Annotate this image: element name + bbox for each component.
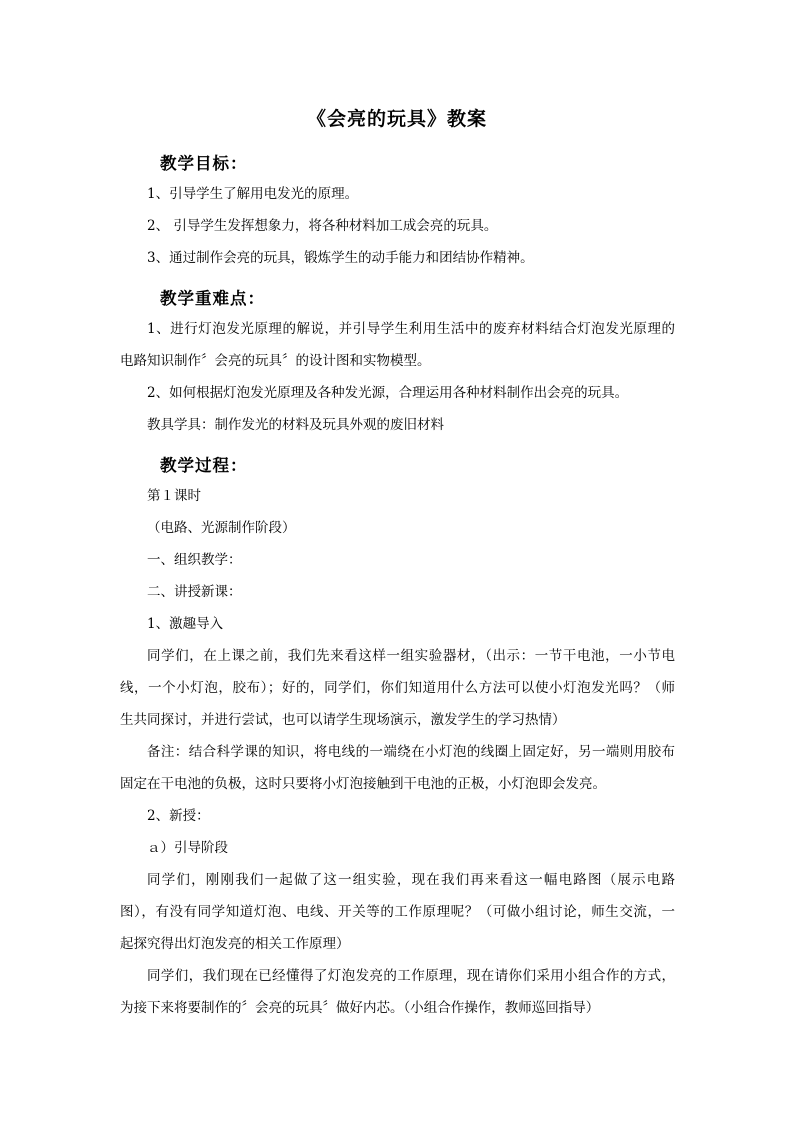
sub-step-guide: ａ）引导阶段 (147, 840, 228, 856)
paragraph-1-line-2: 线，一个小灯泡，胶布）；好的，同学们，你们知道用什么方法可以使小灯泡发光吗？（师 (120, 680, 675, 696)
sub-step-intro: 1、激趣导入 (147, 616, 224, 632)
objective-item-1: 1、引导学生了解用电发光的原理。 (147, 186, 359, 202)
paragraph-1-line-3: 生共同探讨，并进行尝试，也可以请学生现场演示，激发学生的学习热情） (120, 712, 566, 728)
objective-item-2: 2、 引导学生发挥想象力，将各种材料加工成会亮的玩具。 (147, 218, 498, 234)
step-organize: 一、组织教学： (147, 552, 242, 568)
paragraph-1-line-1: 同学们，在上课之前，我们先来看这样一组实验器材，（出示：一节干电池，一小节电 (147, 648, 675, 664)
key-point-1-line-2: 电路知识制作〞会亮的玩具〞的设计图和实物模型。 (120, 353, 431, 369)
key-points-heading: 教学重难点： (160, 289, 265, 308)
key-point-2: 2、如何根据灯泡发光原理及各种发光源，合理运用各种材料制作出会亮的玩具。 (147, 385, 629, 401)
paragraph-3-line-1: 同学们，我们现在已经懂得了灯泡发亮的工作原理，现在请你们采用小组合作的方式， (147, 968, 675, 984)
stage-label: （电路、光源制作阶段） (147, 520, 296, 536)
document-title: 《会亮的玩具》教案 (306, 108, 487, 130)
process-heading: 教学过程： (160, 456, 248, 475)
key-point-1-line-1: 1、进行灯泡发光原理的解说，并引导学生利用生活中的废弃材料结合灯泡发光原理的 (147, 321, 675, 337)
paragraph-2-line-1: 同学们，刚刚我们一起做了这一组实验，现在我们再来看这一幅电路图（展示电路 (147, 872, 675, 888)
paragraph-3-line-2: 为接下来将要制作的〞会亮的玩具〞做好内芯。（小组合作操作，教师巡回指导） (120, 1000, 600, 1016)
lesson-number: 第１课时 (147, 488, 201, 504)
paragraph-2-line-3: 起探究得出灯泡发亮的相关工作原理） (120, 936, 350, 952)
objective-item-3: 3、通过制作会亮的玩具，锻炼学生的动手能力和团结协作精神。 (147, 250, 534, 266)
note-line-2: 固定在干电池的负极，这时只要将小灯泡接触到干电池的正极，小灯泡即会发亮。 (120, 776, 606, 792)
teaching-tools: 教具学具：制作发光的材料及玩具外观的废旧材料 (147, 417, 444, 433)
sub-step-new: 2、新授： (147, 808, 210, 824)
paragraph-2-line-2: 图），有没有同学知道灯泡、电线、开关等的工作原理呢？（可做小组讨论，师生交流，一 (120, 904, 675, 920)
step-new-lesson: 二、讲授新课： (147, 584, 242, 600)
note-line-1: 备注：结合科学课的知识，将电线的一端绕在小灯泡的线圈上固定好，另一端则用胶布 (147, 744, 675, 760)
objectives-heading: 教学目标： (160, 154, 248, 173)
